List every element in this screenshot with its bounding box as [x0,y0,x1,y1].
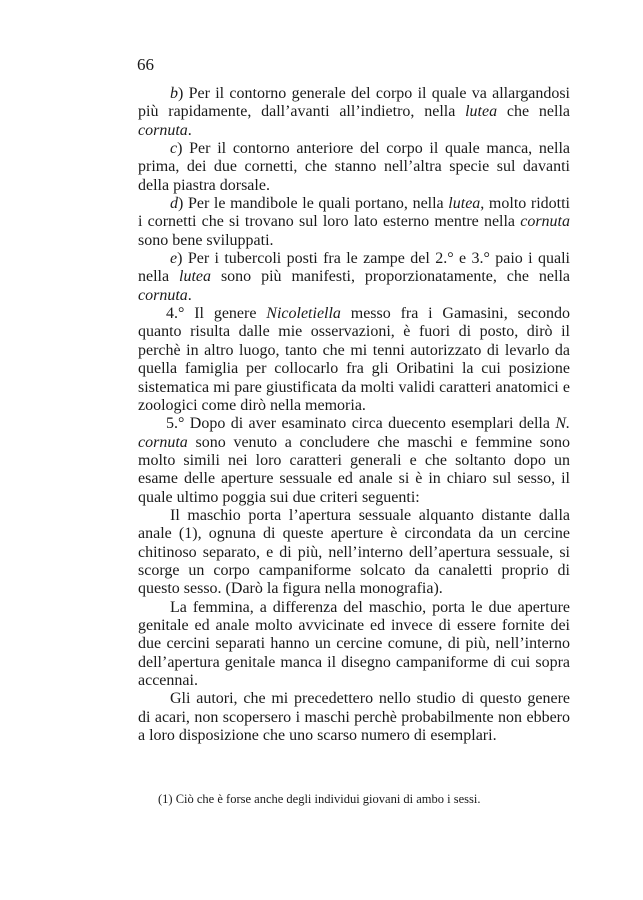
text-run: 5.° Dopo di aver esaminato circa duecento esemplari della [166,415,556,433]
italic-text: Nicoletiella [266,305,341,323]
paragraph-female [138,599,570,691]
italic-text: cornuta [138,286,188,304]
text-run: sono più manifesti, proporzionatamente, che nella [211,268,570,286]
text-run: messo fra i Gamasini, secondo quanto risulta dalle mie osservazioni, è fuori di posto, dirò il perchè in altro luogo, tanto che mi tenni autorizzato di levarlo da quella famiglia per collocarlo fra gli Oribatini la cui posizione sistematica mi pare giustificata da molti validi caratteri anatomici e zoologici come dirò nella memoria. [138,305,571,414]
italic-text: lutea [465,103,498,121]
text-run: sono bene sviluppati. [138,231,274,249]
paragraph-e [138,250,570,305]
text-run: Il maschio porta l’apertura sessuale alquanto distante dalla anale (1), ognuna di queste aperture è circondata da un cercine chitinoso separato, e di più, nell’interno dell’apertura sessuale, si scorge un corpo campaniforme solcato da canaletti proprio di questo sesso. (Darò la figura nella monografia). [138,506,570,598]
text-run: , molto ridotti i cornetti che si trovano sul loro lato esterno mentre nella [138,195,571,231]
text-run: ) Per le mandibole le quali portano, nella [178,195,449,213]
footnote: (1) Ciò che è forse anche degli individui giovani di ambo i sessi. [158,792,481,806]
italic-text: lutea [448,195,481,213]
italic-text: lutea [179,268,212,286]
page-number: 66 [137,55,154,74]
italic-text: d [170,195,178,213]
italic-text: e [170,250,178,268]
text-run: Gli autori, che mi precedettero nello studio di questo genere di acari, non scopersero i maschi perchè probabilmente non ebbero a loro disposizione che uno scarso numero di esemplari. [138,690,570,745]
text-run: La femmina, a differenza del maschio, porta le due aperture genitale ed anale molto avvicinate ed invece di essere fornite dei due cercini separati hanno un cercine comune, di più, nell’interno dell’apertura genitale manca il disegno campaniforme di cui sopra accennai. [138,598,570,689]
paragraph-d [138,195,570,250]
text-run: 4.° Il genere [166,305,267,323]
paragraph-5 [138,415,570,507]
paragraph-4 [138,305,570,415]
text-run: ) Per i tubercoli posti fra le zampe del 2.° e 3.° paio i quali nella [138,250,570,286]
paragraph-b [138,85,570,140]
italic-text: N. cornuta [138,415,570,451]
text-run: che nella [497,103,571,121]
text-run: . [187,121,192,139]
body-text [138,85,570,745]
italic-text: cornuta [520,213,570,231]
paragraph-c [138,140,570,195]
paragraph-male [138,507,570,599]
italic-text: cornuta [138,121,188,139]
paragraph-authors [138,690,570,745]
text-run: sono venuto a concludere che maschi e femmine sono molto simili nei loro caratteri generali e che soltanto dopo un esame delle aperture sessuale ed anale si è in chiaro sul sesso, il quale ultimo poggia sui due criteri seguenti: [138,433,570,506]
text-run: ) Per il contorno anteriore del corpo il quale manca, nella prima, dei due cornetti, che stanno nell’altra specie sul davanti della piastra dorsale. [138,140,570,194]
italic-text: c [170,140,178,158]
italic-text: b [170,85,178,102]
text-run: ) Per il contorno generale del corpo il quale va allargandosi più rapidamente, dall’avanti all’indietro, nella [138,85,570,121]
text-run: . [187,286,192,304]
